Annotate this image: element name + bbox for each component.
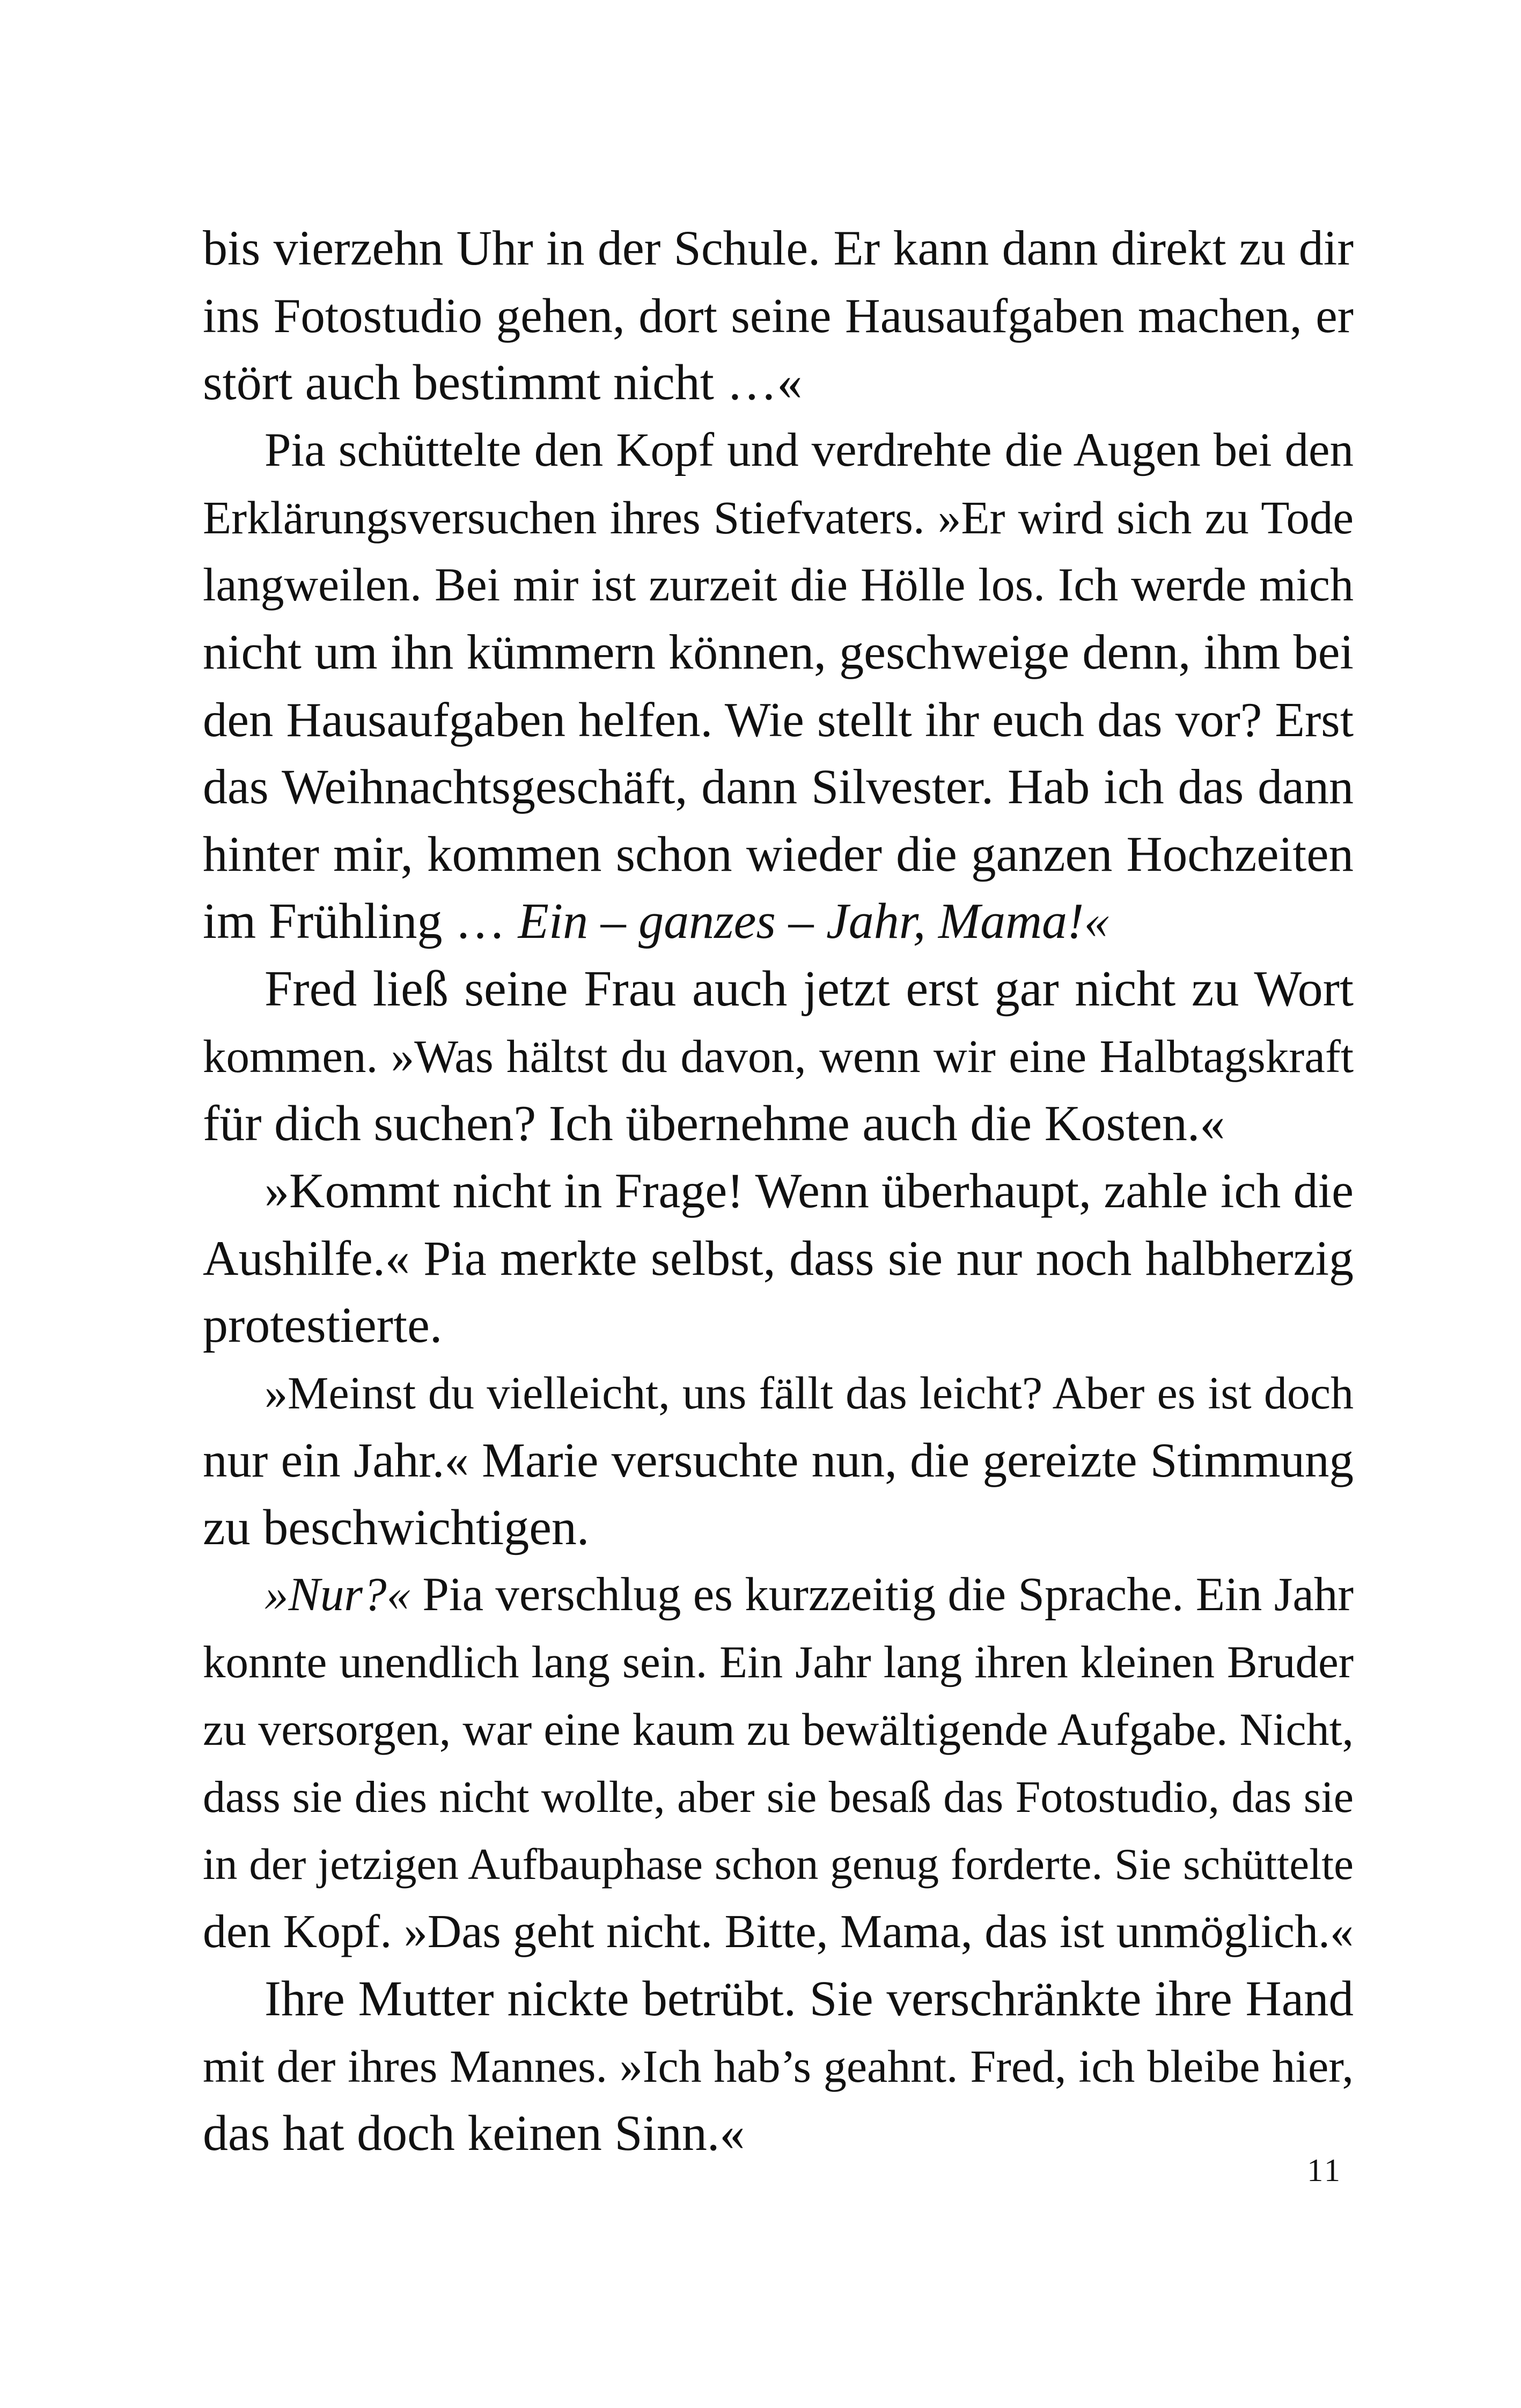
line-text: stört auch bestimmt nicht …«	[203, 355, 803, 410]
text-line	[203, 552, 1354, 619]
line-text: Ihre Mutter nickte betrübt. Sie verschränkte ihre Hand	[264, 1971, 1354, 2027]
text-line	[203, 215, 1354, 282]
line-text: den Kopf. »Das geht nicht. Bitte, Mama, das ist unmöglich.«	[203, 1905, 1354, 1958]
line-text: mit der ihres Mannes. »Ich hab’s geahnt. Fred, ich bleibe hier,	[203, 2040, 1354, 2092]
line-text: Aushilfe.« Pia merkte selbst, dass sie nur noch halbherzig	[203, 1230, 1354, 1286]
text-line	[203, 1023, 1354, 1090]
text-line	[203, 1292, 1354, 1360]
text-line	[203, 2100, 1354, 2168]
text-line	[203, 1898, 1354, 1966]
italic-text: Ein – ganzes – Jahr, Mama!«	[518, 893, 1109, 949]
text-line	[203, 888, 1354, 956]
text-line	[203, 1561, 1354, 1629]
line-text: »Kommt nicht in Frage! Wenn überhaupt, zahle ich die	[264, 1163, 1354, 1218]
text-line	[203, 1090, 1354, 1158]
line-text: langweilen. Bei mir ist zurzeit die Hölle los. Ich werde mich	[203, 559, 1354, 611]
text-line	[203, 1225, 1354, 1293]
text-line	[203, 1157, 1354, 1225]
line-text: das Weihnachtsgeschäft, dann Silvester. Hab ich das dann	[203, 759, 1354, 814]
line-text: bis vierzehn Uhr in der Schule. Er kann dann direkt zu dir	[203, 221, 1354, 275]
line-text: nur ein Jahr.« Marie versuchte nun, die gereizte Stimmung	[203, 1433, 1354, 1487]
line-text: in der jetzigen Aufbauphase schon genug forderte. Sie schüttelte	[203, 1839, 1354, 1889]
text-line	[203, 484, 1354, 552]
line-text: protestierte.	[203, 1297, 443, 1353]
line-text: Erklärungsversuchen ihres Stiefvaters. »Er wird sich zu Tode	[203, 491, 1354, 544]
text-line	[203, 686, 1354, 754]
text-line	[203, 2033, 1354, 2101]
text-line	[203, 753, 1354, 821]
line-text: nicht um ihn kümmern können, geschweige denn, ihm bei	[203, 625, 1354, 679]
line-text: kommen. »Was hältst du davon, wenn wir eine Halbtagskraft	[203, 1030, 1354, 1082]
line-text: konnte unendlich lang sein. Ein Jahr lang ihren kleinen Bruder	[203, 1636, 1354, 1687]
italic-text: »Nur?«	[264, 1568, 410, 1621]
text-line	[203, 1764, 1354, 1831]
line-text: im Frühling …	[203, 893, 518, 949]
line-text: zu versorgen, war eine kaum zu bewältigende Aufgabe. Nicht,	[203, 1704, 1354, 1755]
text-line	[203, 1360, 1354, 1427]
text-line	[203, 821, 1354, 889]
line-text: ins Fotostudio gehen, dort seine Hausaufgaben machen, er	[203, 288, 1354, 343]
text-line	[203, 1427, 1354, 1494]
line-text: Pia verschlug es kurzzeitig die Sprache. Ein Jahr	[410, 1568, 1354, 1621]
text-line	[203, 282, 1354, 350]
text-line	[203, 619, 1354, 686]
text-line	[203, 1696, 1354, 1764]
text-line	[203, 1831, 1354, 1898]
page-number: 11	[1307, 2153, 1342, 2188]
body-text	[203, 215, 1354, 2168]
text-line	[203, 349, 1354, 417]
text-line	[203, 1629, 1354, 1697]
line-text: zu beschwichtigen.	[203, 1499, 590, 1555]
line-text: das hat doch keinen Sinn.«	[203, 2105, 745, 2161]
line-text: den Hausaufgaben helfen. Wie stellt ihr euch das vor? Erst	[203, 692, 1354, 747]
text-line	[203, 417, 1354, 484]
line-text: dass sie dies nicht wollte, aber sie besaß das Fotostudio, das sie	[203, 1772, 1354, 1822]
text-line	[203, 956, 1354, 1023]
line-text: für dich suchen? Ich übernehme auch die Kosten.«	[203, 1095, 1225, 1151]
line-text: hinter mir, kommen schon wieder die ganzen Hochzeiten	[203, 826, 1354, 882]
line-text: Fred ließ seine Frau auch jetzt erst gar nicht zu Wort	[264, 960, 1354, 1017]
text-line	[203, 1494, 1354, 1562]
line-text: Pia schüttelte den Kopf und verdrehte die Augen bei den	[264, 423, 1354, 476]
line-text: »Meinst du vielleicht, uns fällt das leicht? Aber es ist doch	[264, 1367, 1354, 1419]
text-line	[203, 1965, 1354, 2033]
